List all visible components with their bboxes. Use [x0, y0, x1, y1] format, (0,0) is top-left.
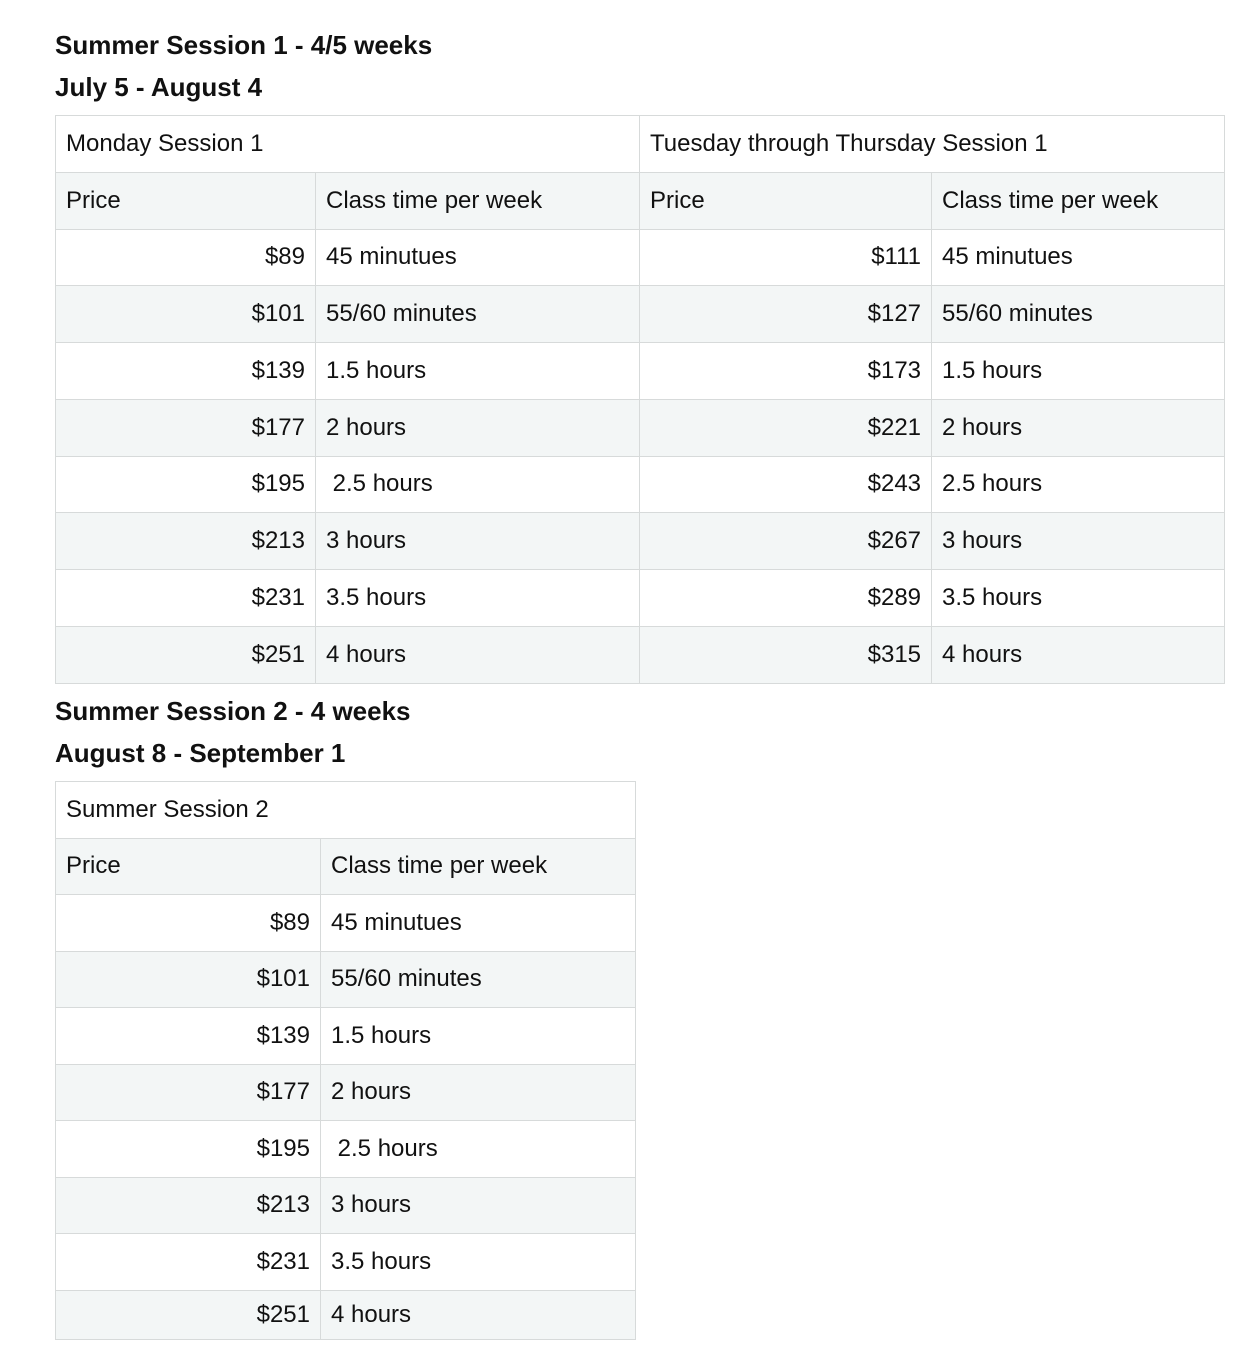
- tuethu-price-cell: $111: [640, 229, 932, 286]
- tuethu-time-cell: 4 hours: [932, 626, 1225, 683]
- tuethu-time-cell: 3 hours: [932, 513, 1225, 570]
- table-row: [56, 570, 1225, 627]
- session1-title: Summer Session 1 - 4/5 weeks: [55, 30, 433, 60]
- session2-price-cell: $177: [56, 1064, 321, 1121]
- monday-caption: Monday Session 1: [56, 116, 640, 173]
- monday-time-cell: 3 hours: [316, 513, 640, 570]
- session2-price-cell: $231: [56, 1234, 321, 1291]
- monday-time-header: Class time per week: [316, 172, 640, 229]
- table-header-row: [56, 172, 1225, 229]
- monday-price-cell: $195: [56, 456, 316, 513]
- monday-price-cell: $89: [56, 229, 316, 286]
- table-row: [56, 229, 1225, 286]
- monday-price-cell: $177: [56, 399, 316, 456]
- table-row: [56, 1234, 636, 1291]
- tuethu-price-cell: $289: [640, 570, 932, 627]
- monday-time-cell: 45 minutues: [316, 229, 640, 286]
- session2-pricing-table: [55, 781, 636, 1340]
- tuethu-time-cell: 2.5 hours: [932, 456, 1225, 513]
- tuethu-price-cell: $127: [640, 286, 932, 343]
- session2-time-cell: 1.5 hours: [321, 1008, 636, 1065]
- tuethu-time-cell: 45 minutues: [932, 229, 1225, 286]
- tuethu-caption: Tuesday through Thursday Session 1: [640, 116, 1225, 173]
- session2-price-cell: $139: [56, 1008, 321, 1065]
- table-row: [56, 1008, 636, 1065]
- table-row: [56, 399, 1225, 456]
- session2-dates: August 8 - September 1: [55, 738, 346, 768]
- tuethu-price-cell: $221: [640, 399, 932, 456]
- tuethu-time-cell: 55/60 minutes: [932, 286, 1225, 343]
- session2-price-cell: $195: [56, 1121, 321, 1178]
- tuethu-price-header: Price: [640, 172, 932, 229]
- session2-time-cell: 2 hours: [321, 1064, 636, 1121]
- table-row: [56, 1177, 636, 1234]
- table-row: [56, 626, 1225, 683]
- table-caption-row: [56, 116, 1225, 173]
- session2-price-cell: $101: [56, 951, 321, 1008]
- session1-pricing-table: [55, 115, 1225, 684]
- tuethu-price-cell: $243: [640, 456, 932, 513]
- monday-time-cell: 55/60 minutes: [316, 286, 640, 343]
- table-row: [56, 895, 636, 952]
- monday-time-cell: 2.5 hours: [316, 456, 640, 513]
- table-row: [56, 343, 1225, 400]
- monday-time-cell: 3.5 hours: [316, 570, 640, 627]
- table-row: [56, 1064, 636, 1121]
- tuethu-time-header: Class time per week: [932, 172, 1225, 229]
- table-header-row: [56, 838, 636, 895]
- table-row: [56, 1290, 636, 1339]
- tuethu-time-cell: 1.5 hours: [932, 343, 1225, 400]
- session2-time-cell: 3 hours: [321, 1177, 636, 1234]
- tuethu-price-cell: $315: [640, 626, 932, 683]
- session2-time-cell: 3.5 hours: [321, 1234, 636, 1291]
- monday-price-cell: $251: [56, 626, 316, 683]
- session2-time-cell: 55/60 minutes: [321, 951, 636, 1008]
- monday-price-cell: $213: [56, 513, 316, 570]
- session2-title: Summer Session 2 - 4 weeks: [55, 696, 411, 726]
- monday-price-cell: $139: [56, 343, 316, 400]
- table-row: [56, 951, 636, 1008]
- table-caption-row: [56, 782, 636, 839]
- session2-price-cell: $213: [56, 1177, 321, 1234]
- session2-time-header: Class time per week: [321, 838, 636, 895]
- table-row: [56, 456, 1225, 513]
- monday-time-cell: 4 hours: [316, 626, 640, 683]
- monday-time-cell: 2 hours: [316, 399, 640, 456]
- tuethu-time-cell: 3.5 hours: [932, 570, 1225, 627]
- table-row: [56, 286, 1225, 343]
- monday-price-header: Price: [56, 172, 316, 229]
- session2-time-cell: 45 minutues: [321, 895, 636, 952]
- table-row: [56, 513, 1225, 570]
- session2-price-cell: $89: [56, 895, 321, 952]
- tuethu-price-cell: $173: [640, 343, 932, 400]
- monday-price-cell: $101: [56, 286, 316, 343]
- monday-price-cell: $231: [56, 570, 316, 627]
- tuethu-price-cell: $267: [640, 513, 932, 570]
- session2-price-cell: $251: [56, 1290, 321, 1339]
- session1-dates: July 5 - August 4: [55, 72, 263, 102]
- tuethu-time-cell: 2 hours: [932, 399, 1225, 456]
- session2-price-header: Price: [56, 838, 321, 895]
- session2-caption: Summer Session 2: [56, 782, 636, 839]
- table-row: [56, 1121, 636, 1178]
- session2-time-cell: 4 hours: [321, 1290, 636, 1339]
- monday-time-cell: 1.5 hours: [316, 343, 640, 400]
- session2-time-cell: 2.5 hours: [321, 1121, 636, 1178]
